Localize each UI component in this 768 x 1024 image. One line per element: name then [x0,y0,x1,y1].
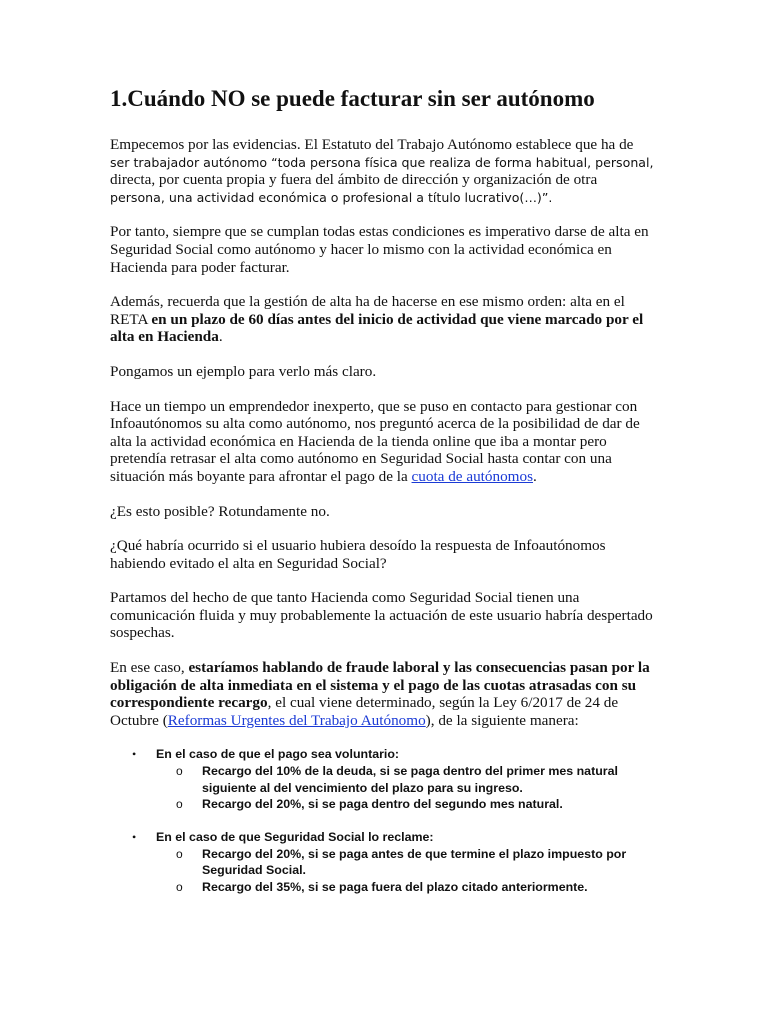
sub-list-item [156,796,658,813]
sub-list-item-text: Recargo del 20%, si se paga antes de que termine el plazo impuesto por Seguridad Social. [202,846,627,878]
paragraph-partamos: Partamos del hecho de que tanto Hacienda como Seguridad Social tienen una comunicación fluida y muy probablemente la actuación de este usuario habría despertado sospechas. [110,589,653,642]
paragraph-fraude-bold: estaríamos hablando de fraude laboral y las consecuencias pasan por la obligación de alta inmediata en el sistema y el pago de las cuotas atrasadas con su correspondiente recargo [110,659,650,712]
paragraph-estatuto-line-4: persona, una actividad económica o profesional a título lucrativo(…)”. [110,189,553,205]
paragraph-por-tanto: Por tanto, siempre que se cumplan todas estas condiciones es imperativo darse de alta en Seguridad Social como autónomo y hacer lo mismo con la actividad económica en Hacienda para poder facturar. [110,223,649,276]
sub-list-item [156,879,658,896]
section-heading: 1.Cuándo NO se puede facturar sin ser autónomo [110,86,595,111]
paragraph-emprendedor-end: . [533,467,537,485]
list-item [110,746,658,813]
paragraph-estatuto-line-3: directa, por cuenta propia y fuera del ámbito de dirección y organización de otra [110,171,598,189]
bullet-icon: • [132,829,137,844]
list-item [110,829,658,896]
paragraph-ejemplo: Pongamos un ejemplo para verlo más claro. [110,362,377,380]
paragraph-ademas [110,293,658,346]
paragraph-fraude-end: ), de la siguiente manera: [425,711,579,729]
cuota-autonomos-link[interactable]: cuota de autónomos [411,467,534,485]
sub-list [156,846,658,896]
paragraph-estatuto [110,136,658,206]
list-item-label: En el caso de que el pago sea voluntario: [156,747,400,762]
paragraph-estatuto-line-2: ser trabajador autónomo “toda persona física que realiza de forma habitual, personal, [110,154,654,170]
paragraph-fraude-mid: , el cual viene determinado, según la Ley 6/2017 de 24 de Octubre ( [110,694,619,729]
paragraph-emprendedor-text: Hace un tiempo un emprendedor inexperto, que se puso en contacto para gestionar con Infoautónomos su alta como autónomo, nos preguntó acerca de la posibilidad de dar de alta la actividad económica en Hacienda de la tienda online que iba a montar pero pretendía retrasar el alta como autónomo en Seguridad Social hasta contar con una situación más boyante para afrontar el pago de la [110,397,640,485]
paragraph-ademas-end: . [218,328,223,346]
sub-list-item [156,763,658,796]
list-item-label: En el caso de que Seguridad Social lo reclame: [156,829,434,844]
sub-list-item-text: Recargo del 10% de la deuda, si se paga dentro del primer mes natural siguiente al del vencimiento del plazo para su ingreso. [202,764,618,795]
recargo-list [110,746,658,895]
paragraph-emprendedor [110,398,658,486]
sub-list-item [156,846,658,879]
circle-bullet-icon: o [176,797,183,812]
circle-bullet-icon: o [176,846,183,861]
reformas-urgentes-link[interactable]: Reformas Urgentes del Trabajo Autónomo [167,711,426,729]
paragraph-que-habria: ¿Qué habría ocurrido si el usuario hubiera desoído la respuesta de Infoautónomos habiendo evitado el alta en Seguridad Social? [110,537,606,572]
circle-bullet-icon: o [176,879,183,894]
paragraph-estatuto-line-1: Empecemos por las evidencias. El Estatuto del Trabajo Autónomo establece que ha de [110,136,634,153]
sub-list-item-text: Recargo del 20%, si se paga dentro del segundo mes natural. [202,797,563,812]
bullet-icon: • [132,747,137,762]
paragraph-ademas-bold: en un plazo de 60 días antes del inicio de actividad que viene marcado por el alta en Hacienda [110,310,644,346]
paragraph-fraude [110,659,658,729]
document-page [110,84,658,911]
sub-list-item-text: Recargo del 35%, si se paga fuera del plazo citado anteriormente. [202,879,588,894]
paragraph-fraude-text: En ese caso, [110,659,189,677]
circle-bullet-icon: o [176,764,183,779]
sub-list [156,763,658,813]
paragraph-ademas-text: Además, recuerda que la gestión de alta ha de hacerse en ese mismo orden: alta en el RETA [110,293,625,328]
paragraph-posible: ¿Es esto posible? Rotundamente no. [110,502,330,520]
